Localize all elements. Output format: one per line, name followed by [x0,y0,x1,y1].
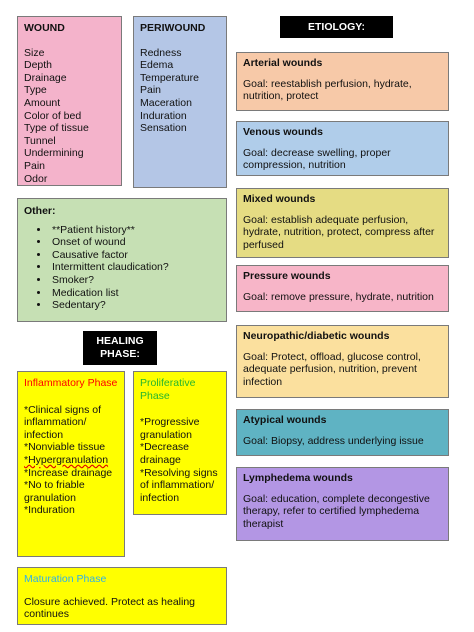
periwound-item: Pain [140,84,162,97]
other-item: • Onset of wound [50,236,220,249]
mixed-wounds-goal: Goal: establish adequate perfusion, hydrate, nutrition, protect, compress after perfused [243,213,435,251]
wound-item: Depth [24,59,53,72]
periwound-title: PERIWOUND [140,22,206,34]
inflammatory-phase-title: Inflammatory Phase [24,377,118,389]
wound-item: Tunnel [24,134,56,147]
lymphedema-wounds-title: Lymphedema wounds [243,472,353,484]
pressure-wounds-title: Pressure wounds [243,270,331,282]
inflammatory-item: *Nonviable tissue [24,441,106,454]
maturation-phase-title: Maturation Phase [24,573,107,585]
inflammatory-list [24,404,118,517]
wound-item: Drainage [24,71,67,84]
atypical-wounds-title: Atypical wounds [243,414,327,426]
periwound-item: Induration [140,109,187,122]
healing-phase-header: HEALING PHASE: [83,331,157,365]
other-item: • Medication list [50,287,220,300]
other-item: • **Patient history** [50,224,220,237]
other-title: Other: [24,205,56,217]
arterial-wounds-box [236,52,449,111]
wound-item: Size [24,46,45,59]
inflammatory-item: *Clinical signs of inflammation/ infection [24,403,102,441]
wound-list [24,47,115,186]
proliferative-item: *Resolving signs of inflammation/ infection [140,466,218,504]
inflammatory-item: *No to friable granulation [24,479,85,504]
neuropathic-wounds-box [236,325,449,398]
neuropathic-wounds-title: Neuropathic/diabetic wounds [243,330,390,342]
proliferative-item: *Progressive granulation [140,416,200,441]
etiology-header: ETIOLOGY: [280,16,393,38]
proliferative-phase-box [133,371,227,515]
wound-item: Amount [24,96,61,109]
venous-wounds-goal: Goal: decrease swelling, proper compression, nutrition [243,146,391,172]
wound-title: WOUND [24,22,65,34]
neuropathic-wounds-goal: Goal: Protect, offload, glucose control, adequate perfusion, nutrition, prevent infection [243,350,421,388]
inflammatory-item: *Hypergranulation [24,453,109,466]
proliferative-item: *Decrease drainage [140,441,190,466]
inflammatory-item: *Induration [24,504,75,517]
periwound-list [140,47,220,135]
periwound-item: Edema [140,59,174,72]
venous-wounds-box [236,121,449,176]
wound-item: Pain [24,159,46,172]
other-list [24,224,220,312]
other-item: • Causative factor [50,249,220,262]
other-item: • Sedentary? [50,299,220,312]
inflammatory-item: *Increase drainage [24,466,113,479]
atypical-wounds-box [236,409,449,456]
periwound-box [133,16,227,188]
periwound-item: Sensation [140,122,187,135]
other-box [17,198,227,322]
atypical-wounds-goal: Goal: Biopsy, address underlying issue [243,434,424,447]
other-item: • Smoker? [50,274,220,287]
inflammatory-phase-box [17,371,125,557]
venous-wounds-title: Venous wounds [243,126,323,138]
maturation-phase-text: Closure achieved. Protect as healing continues [24,595,196,621]
wound-item: Odor [24,172,48,185]
maturation-phase-box [17,567,227,625]
pressure-wounds-goal: Goal: remove pressure, hydrate, nutrition [243,290,434,303]
lymphedema-wounds-box [236,467,449,541]
periwound-item: Maceration [140,96,192,109]
lymphedema-wounds-goal: Goal: education, complete decongestive therapy, refer to certified lymphedema therapist [243,492,430,530]
proliferative-list [140,416,220,504]
proliferative-phase-title: Proliferative Phase [140,377,196,402]
wound-item: Undermining [24,147,84,160]
mixed-wounds-title: Mixed wounds [243,193,316,205]
mixed-wounds-box [236,188,449,258]
pressure-wounds-box [236,265,449,312]
wound-box [17,16,122,186]
periwound-item: Temperature [140,71,199,84]
wound-item: Type [24,84,47,97]
periwound-item: Redness [140,46,182,59]
arterial-wounds-goal: Goal: reestablish perfusion, hydrate, nutrition, protect [243,77,412,103]
arterial-wounds-title: Arterial wounds [243,57,323,69]
other-item: • Intermittent claudication? [50,261,220,274]
wound-item: Type of tissue [24,122,89,135]
wound-item: Color of bed [24,109,82,122]
